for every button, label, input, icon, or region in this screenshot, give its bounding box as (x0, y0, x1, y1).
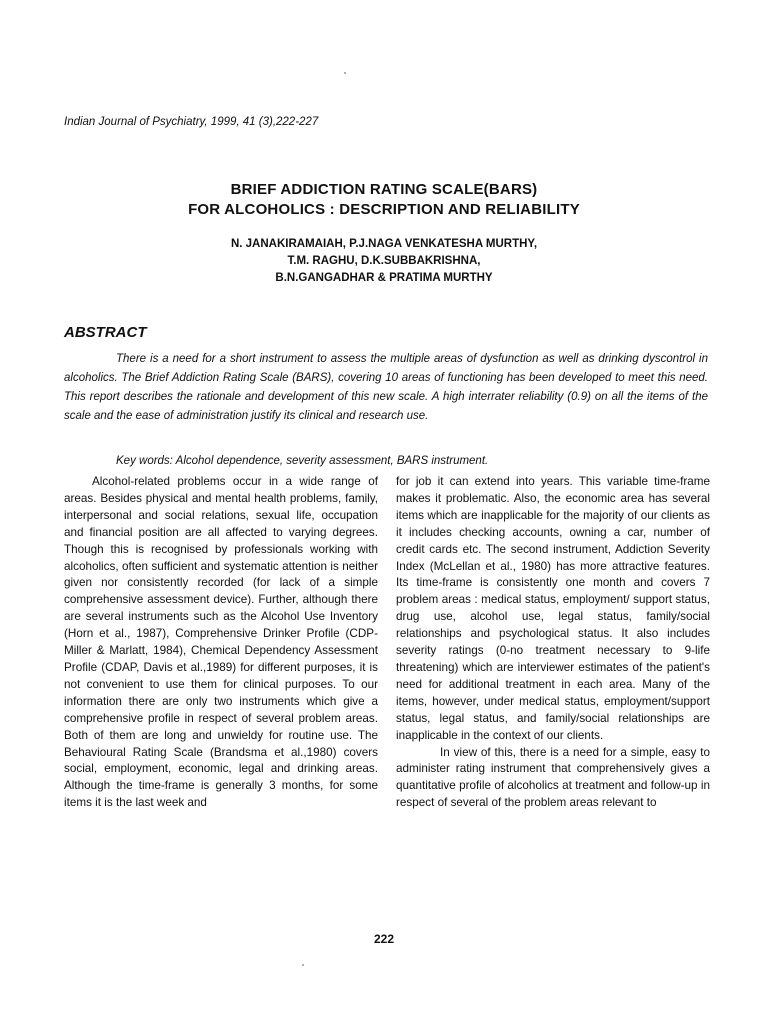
body-column-right (396, 474, 710, 812)
body-paragraph-2: In view of this, there is a need for a simple, easy to administer rating instrument that comprehensively gives a quantitative profile of alcoholics at treatment and follow-up in respect of several of the problem areas relevant to (396, 745, 710, 810)
authors-line-2: T.M. RAGHU, D.K.SUBBAKRISHNA, (287, 255, 481, 267)
article-title (0, 180, 768, 220)
keywords: Key words: Alcohol dependence, severity assessment, BARS instrument. (116, 455, 489, 467)
body-paragraph-continued: for job it can extend into years. This variable time-frame makes it problematic. Also, the economic area has several items which are inapplicable for the majority of our clients as it includes checking accounts, owning a car, number of credit cards etc. The second instrument, Addiction Severity Index (McLellan et al., 1980) has more attractive features. Its time-frame is consistently one month and covers 7 problem areas : medical status, employment/ support status, drug use, alcohol use, legal status, family/social relationships and psychological status. It also includes severity ratings (0-no treatment necessary to 9-life threatening) which are interviewer estimates of the patient's need for additional treatment in each area. Many of the items, however, under medical status, employment/support status, legal status, and family/social relationships are inapplicable in the context of our clients. (396, 475, 710, 742)
author-list (0, 236, 768, 287)
journal-citation: Indian Journal of Psychiatry, 1999, 41 (3),222-227 (64, 116, 319, 128)
authors-line-3: B.N.GANGADHAR & PRATIMA MURTHY (275, 272, 493, 284)
abstract-text: There is a need for a short instrument to assess the multiple areas of dysfunction as well as drinking dyscontrol in alcoholics. The Brief Addiction Rating Scale (BARS), covering 10 areas of functioning has been developed to meet this need. This report describes the rationale and development of this new scale. A high interrater reliability (0.9) on all the items of the scale and the ease of administration justify its clinical and research use. (64, 353, 708, 422)
page-number: 222 (373, 932, 395, 946)
authors-line-1: N. JANAKIRAMAIAH, P.J.NAGA VENKATESHA MURTHY, (230, 238, 538, 250)
body-column-left (64, 474, 378, 812)
title-line-1: BRIEF ADDICTION RATING SCALE(BARS) (230, 181, 538, 198)
title-line-2: FOR ALCOHOLICS : DESCRIPTION AND RELIABILITY (188, 201, 580, 218)
scan-speck (302, 964, 304, 966)
body-paragraph-1: Alcohol-related problems occur in a wide range of areas. Besides physical and mental health problems, family, interpersonal and social relations, sexual life, occupation and financial position are all affected to varying degrees. Though this is recognised by professionals working with alcoholics, often sufficient and systematic attention is neither given nor consistently recorded (for lack of a simple comprehensive assessment device). Further, although there are several instruments such as the Alcohol Use Inventory (Horn et al., 1987), Comprehensive Drinker Profile (CDP-Miller & Marlatt, 1984), Chemical Dependency Assessment Profile (CDAP, Davis et al.,1989) for different purposes, it is not convenient to use them for clinical purposes. To our information there are only two instruments which give a comprehensive profile in respect of several problem areas. Both of them are long and unwieldy for routine use. The Behavioural Rating Scale (Brandsma et al.,1980) covers social, employment, economic, legal and drinking areas. Although the time-frame is generally 3 months, for some items it is the last week and (64, 475, 378, 810)
scan-speck (344, 72, 346, 74)
abstract-heading: ABSTRACT (64, 324, 147, 341)
